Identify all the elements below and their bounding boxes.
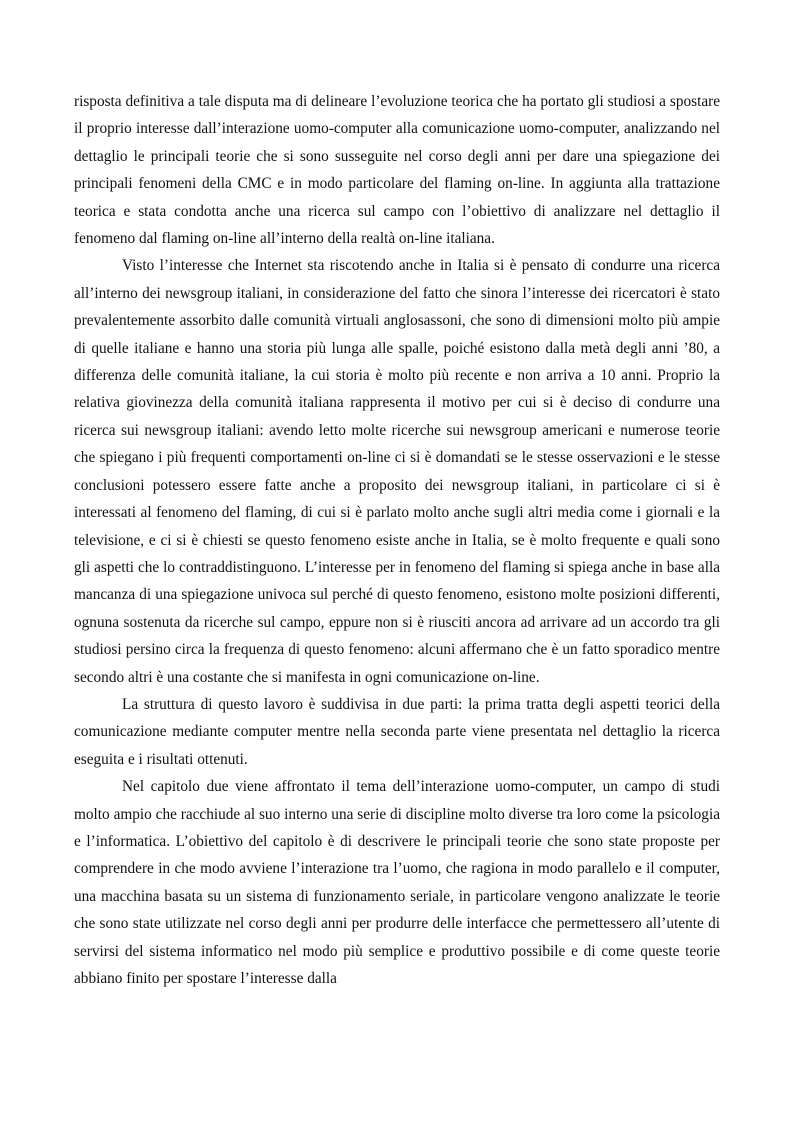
paragraph-work-structure: La struttura di questo lavoro è suddivisa in due parti: la prima tratta degli aspetti teorici della comunicazione mediante computer mentre nella seconda parte viene presentata nel dettaglio la ricerca eseguita e i risultati ottenuti.	[74, 695, 720, 768]
paragraph-intro-continuation: risposta definitiva a tale disputa ma di delineare l’evoluzione teorica che ha portato gli studiosi a spostare il proprio interesse dall’interazione uomo-computer alla comunicazione uomo-computer, analizzando nel dettaglio le principali teorie che si sono susseguite nel corso degli anni per dare una spiegazione dei principali fenomeni della CMC e in modo particolare del flaming on-line. In aggiunta alla trattazione teorica e stata condotta anche una ricerca sul campo con l’obiettivo di analizzare nel dettaglio il fenomeno dal flaming on-line all’interno della realtà on-line italiana.	[74, 93, 720, 248]
paragraph-research-motivation: Visto l’interesse che Internet sta riscotendo anche in Italia si è pensato di condurre una ricerca all’interno dei newsgroup italiani, in considerazione del fatto che sinora l’interesse dei ricercatori è stato prevalentemente assorbito dalle comunità virtuali anglosassoni, che sono di dimensioni molto più ampie di quelle italiane e hanno una storia più lunga alle spalle, poiché esistono dalla metà degli anni ’80, a differenza delle comunità italiane, la cui storia è molto più recente e non arriva a 10 anni. Proprio la relativa giovinezza della comunità italiana rappresenta il motivo per cui si è deciso di condurre una ricerca sui newsgroup italiani: avendo letto molte ricerche sui newsgroup americani e numerose teorie che spiegano i più frequenti comportamenti on-line ci si è domandati se le stesse osservazioni e le stesse conclusioni potessero essere fatte anche a proposito dei newsgroup italiani, in particolare ci si è interessati al fenomeno del flaming, di cui si è parlato molto anche sugli altri media come i giornali e la televisione, e ci si è chiesti se questo fenomeno esiste anche in Italia, se è molto frequente e quali sono gli aspetti che lo contraddistinguono. L’interesse per in fenomeno del flaming si spiega anche in base alla mancanza di una spiegazione univoca sul perché di questo fenomeno, esistono molte posizioni differenti, ognuna sostenuta da ricerche sul campo, eppure non si è riusciti ancora ad arrivare ad un accordo tra gli studiosi persino circa la frequenza di questo fenomeno: alcuni affermano che è un fatto sporadico mentre secondo altri è una costante che si manifesta in ogni comunicazione on-line.	[74, 257, 720, 686]
document-page	[74, 88, 720, 992]
paragraph-chapter-two-summary: Nel capitolo due viene affrontato il tema dell’interazione uomo-computer, un campo di studi molto ampio che racchiude al suo interno una serie di discipline molto diverse tra loro come la psicologia e l’informatica. L’obiettivo del capitolo è di descrivere le principali teorie che sono state proposte per comprendere in che modo avviene l’interazione tra l’uomo, che ragiona in modo parallelo e il computer, una macchina basata su un sistema di funzionamento seriale, in particolare vengono analizzate le teorie che sono state utilizzate nel corso degli anni per produrre delle interfacce che permettessero all’utente di servirsi del sistema informatico nel modo più semplice e produttivo possibile e di come queste teorie abbiano finito per spostare l’interesse dalla	[74, 778, 720, 987]
